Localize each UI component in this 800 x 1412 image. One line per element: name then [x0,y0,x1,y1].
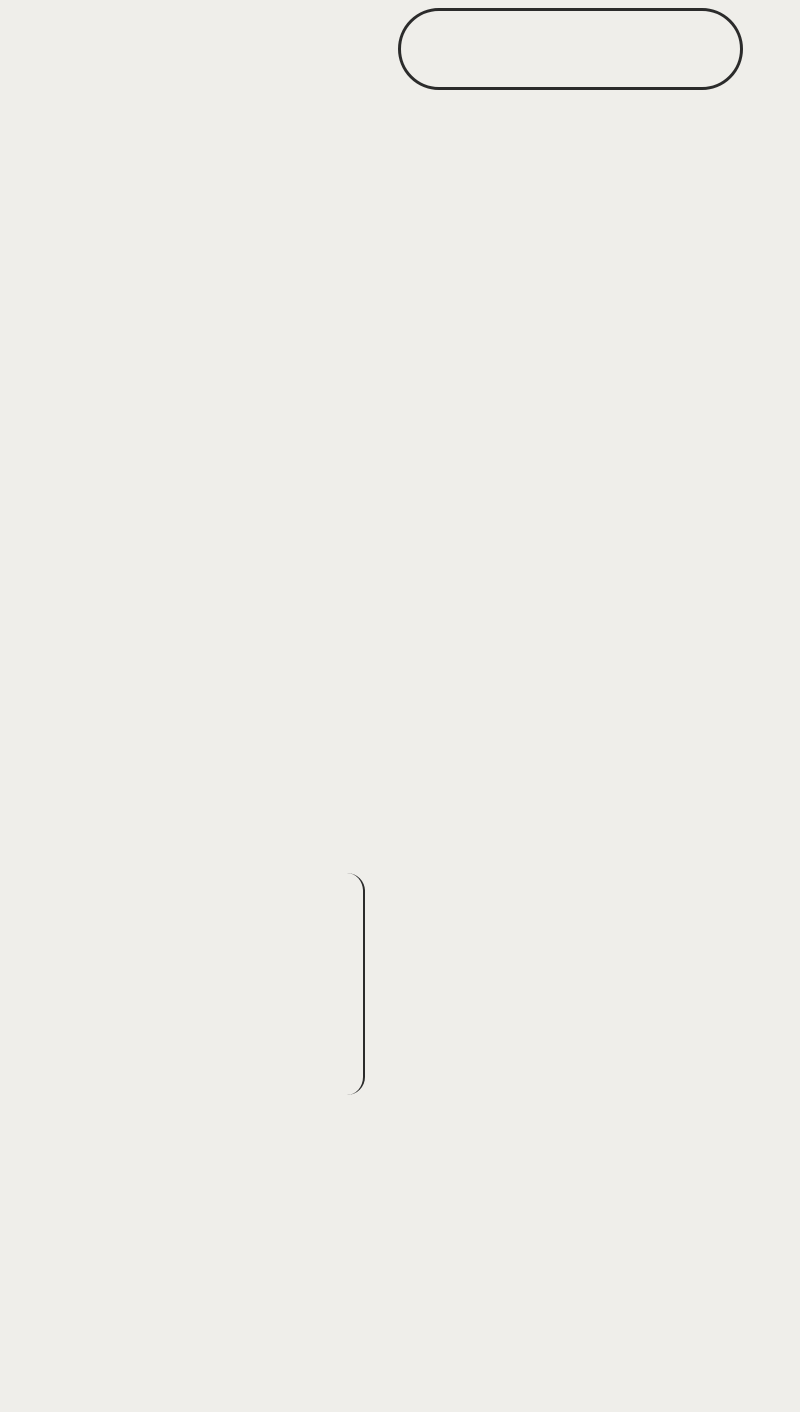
ingredient-stock [62,668,382,700]
ingredient-rolled-oats [62,1236,382,1268]
ingredient-breadcrumbs [82,370,362,402]
ingredient-tart-flour [62,975,342,1007]
side-wheatmeal-bread [62,867,362,899]
ingredient-cake-crumbs [92,1203,392,1235]
ingredient-jam [62,1268,382,1300]
ingredient-flour [62,604,362,636]
header-banner [398,8,743,90]
side-swedes [62,801,362,833]
ingredient-milk [62,534,362,566]
ingredient-joint [62,267,362,299]
pastry-brace [343,873,365,1095]
ingredient-margarine [62,1073,342,1105]
side-potatoes [62,833,362,865]
side-watercress [62,769,362,801]
ingredient-cooking-fat [62,1105,342,1137]
ingredient-fat [62,437,362,469]
ingredient-gravy-fat [62,636,362,668]
ingredient-onions [38,404,358,436]
